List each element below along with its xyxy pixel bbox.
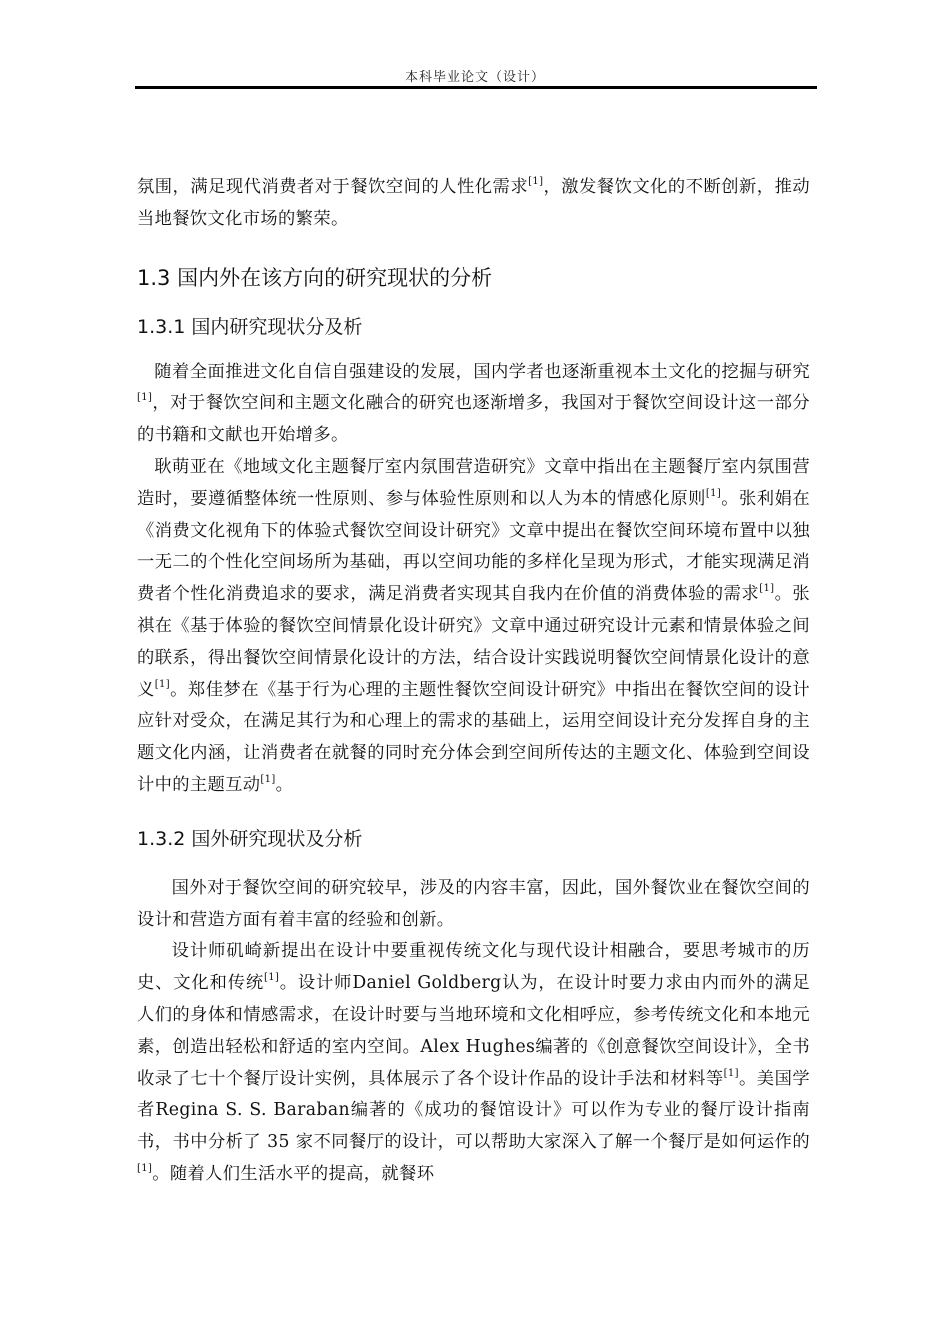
citation: [1]	[137, 392, 153, 404]
foreign-paragraph-2: 设计师矶崎新提出在设计中要重视传统文化与现代设计相融合，要思考城市的历史、文化和传统[1]。设计师Daniel Goldberg认为，在设计时要力求由内而外的满足人们的身体和情感需求，在设计时要与当地环境和文化相呼应，参考传统文化和本地元素，创造出轻松和舒适的室内空间。Alex Hughes编著的《创意餐饮空间设计》，全书收录了七十个餐厅设计实例，具体展示了各个设计作品的设计手法和材料等[1]。美国学者Regina S. S. Baraban编著的《成功的餐馆设计》可以作为专业的餐厅设计指南书，书中分析了 35 家不同餐厅的设计，可以帮助大家深入了解一个餐厅是如何运作的[1]。随着人们生活水平的提高，就餐环	[137, 941, 811, 1184]
citation: [1]	[264, 972, 280, 984]
header-divider	[135, 86, 817, 89]
intro-paragraph: 氛围，满足现代消费者对于餐饮空间的人性化需求[1]，激发餐饮文化的不断创新，推动当地餐饮文化市场的繁荣。	[137, 176, 810, 229]
citation: [1]	[705, 487, 722, 499]
foreign-paragraph-1: 国外对于餐饮空间的研究较早，涉及的内容丰富，因此，国外餐饮业在餐饮空间的设计和营造方面有着丰富的经验和创新。	[137, 877, 810, 930]
section-heading-1-3: 1.3 国内外在该方向的研究现状的分析	[137, 265, 493, 290]
body-content	[137, 172, 810, 1191]
citation: [1]	[759, 583, 775, 595]
domestic-paragraph-2: 耿萌亚在《地域文化主题餐厅室内氛围营造研究》文章中指出在主题餐厅室内氛围营造时，要遵循整体统一性原则、参与体验性原则和以人为本的情感化原则[1]。张利娟在《消费文化视角下的体验式餐饮空间设计研究》文章中提出在餐饮空间环境布置中以独一无二的个性化空间场所为基础，再以空间功能的多样化呈现为形式，才能实现满足消费者个性化消费追求的要求，满足消费者实现其自我内在价值的消费体验的需求[1]。张祺在《基于体验的餐饮空间情景化设计研究》文章中通过研究设计元素和情景体验之间的联系，得出餐饮空间情景化设计的方法，结合设计实践说明餐饮空间情景化设计的意义[1]。郑佳梦在《基于行为心理的主题性餐饮空间设计研究》中指出在餐饮空间的设计应针对受众，在满足其行为和心理上的需求的基础上，运用空间设计充分发挥自身的主题文化内涵，让消费者在就餐的同时充分体会到空间所传达的主题文化、体验到空间设计中的主题互动[1]。	[137, 456, 810, 795]
running-header: 本科毕业论文（设计）	[404, 70, 545, 85]
section-heading-1-3-1: 1.3.1 国内研究现状分及析	[137, 315, 363, 338]
citation: [1]	[723, 1067, 739, 1079]
citation: [1]	[154, 678, 170, 690]
citation: [1]	[528, 176, 544, 187]
citation: [1]	[137, 1162, 153, 1174]
section-heading-1-3-2: 1.3.2 国外研究现状及分析	[137, 827, 363, 850]
domestic-paragraph-1: 随着全面推进文化自信自强建设的发展，国内学者也逐渐重视本土文化的挖掘与研究[1]，对于餐饮空间和主题文化融合的研究也逐渐增多，我国对于餐饮空间设计这一部分的书籍和文献也开始增多。	[137, 361, 810, 446]
citation: [1]	[260, 773, 276, 785]
